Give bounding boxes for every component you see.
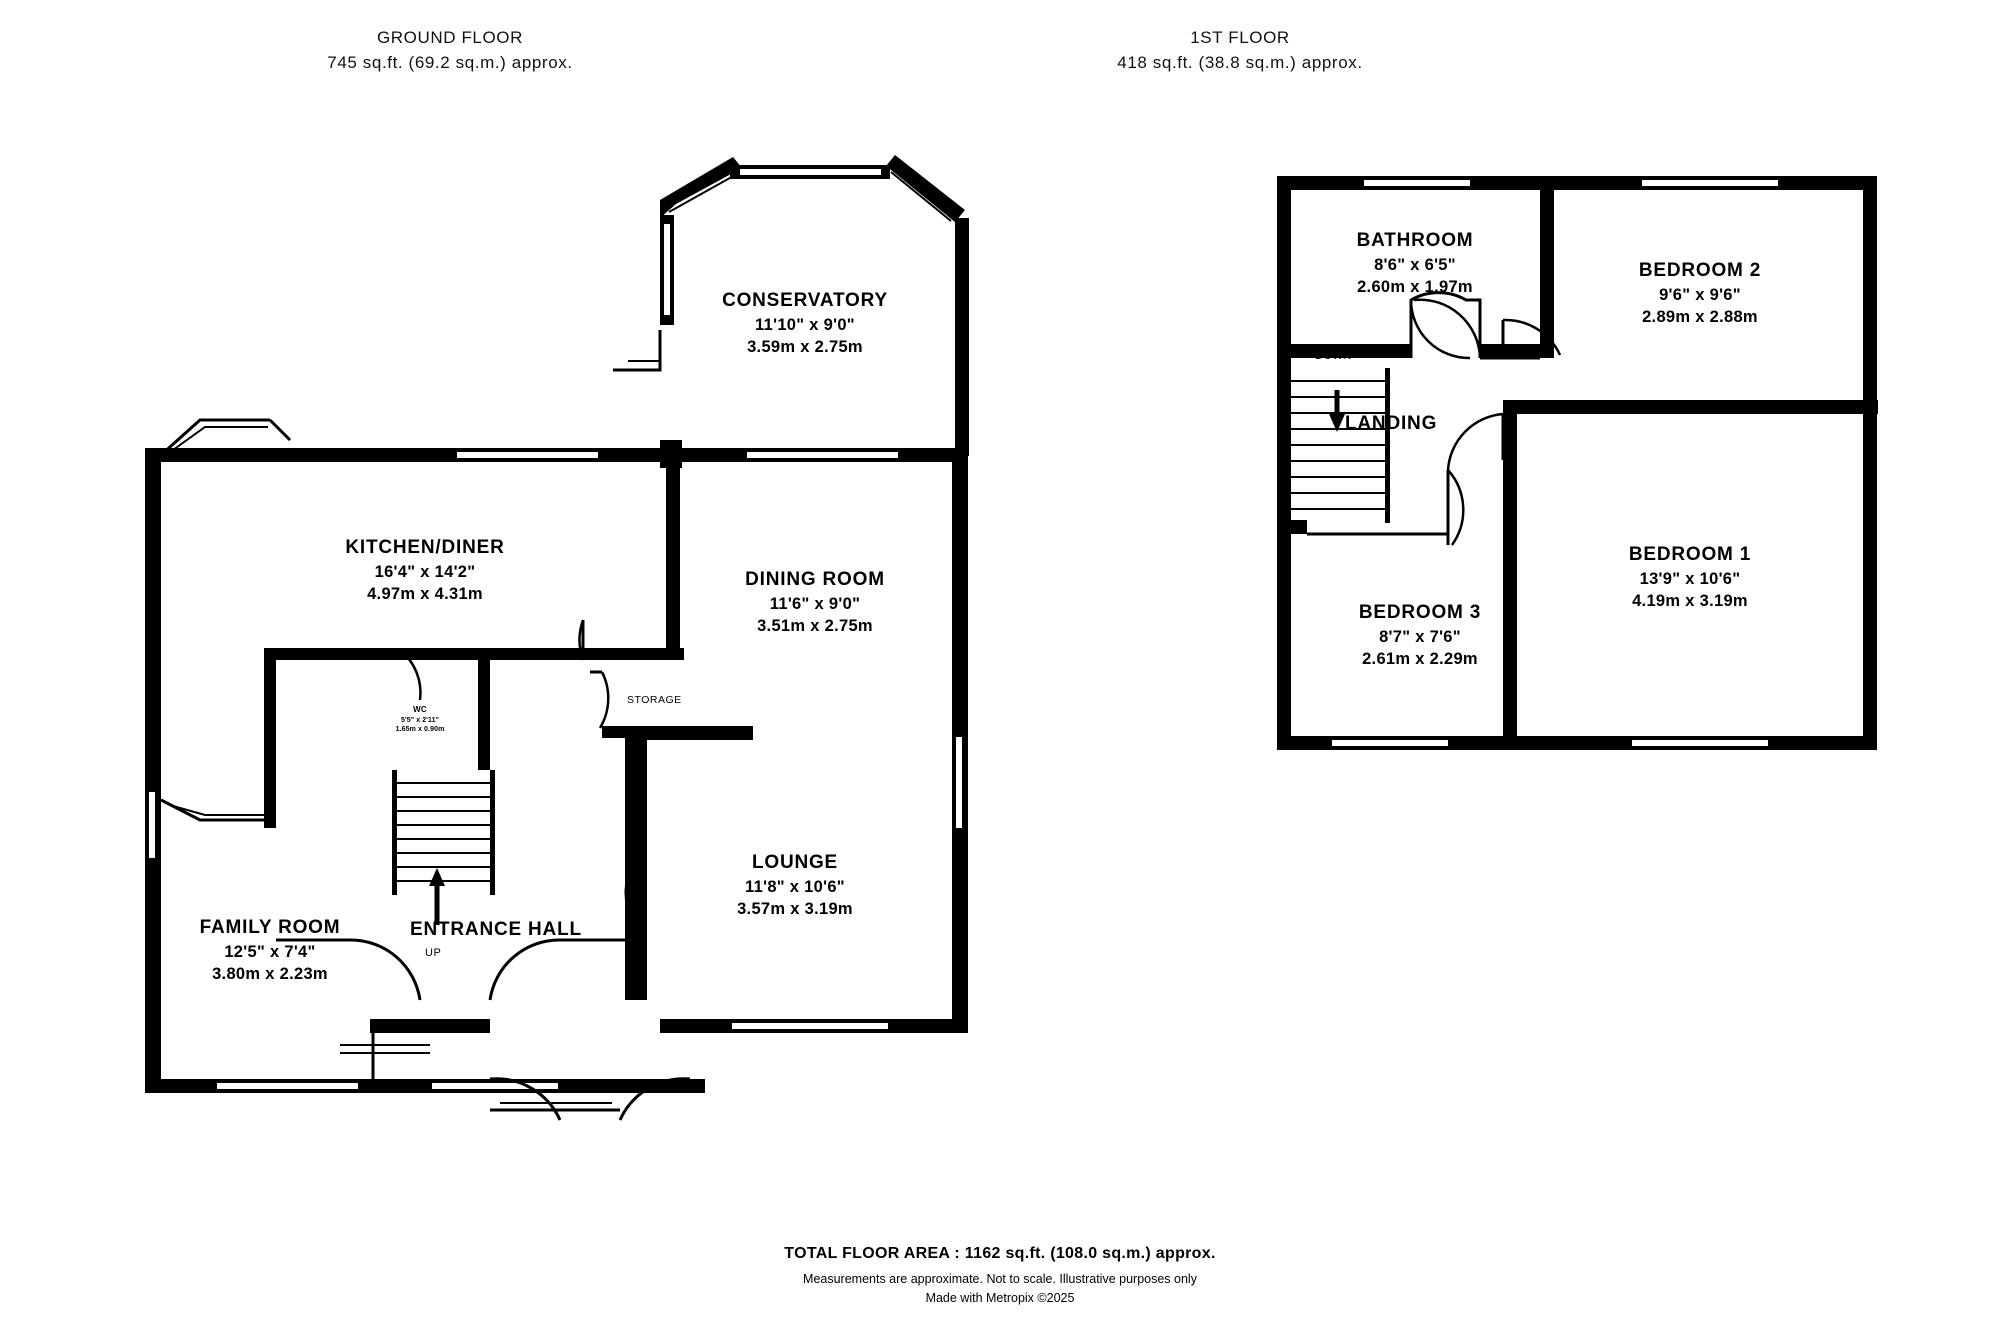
room-dim-metric: 2.89m x 2.88m	[1642, 308, 1758, 327]
ground-floor-title	[300, 26, 600, 75]
first-floor-area-text: 418 sq.ft. (38.8 sq.m.) approx.	[1117, 52, 1363, 72]
room-dim-imperial: 12'5" x 7'4"	[224, 942, 316, 961]
room-dim-metric: 3.57m x 3.19m	[737, 900, 853, 919]
wall-bathroom-bottom-right	[1480, 344, 1554, 358]
room-dim-imperial: 8'7" x 7'6"	[1379, 627, 1461, 646]
total-floor-area: TOTAL FLOOR AREA : 1162 sq.ft. (108.0 sq.m.) approx.	[784, 1245, 1216, 1262]
wall-first-right	[1863, 176, 1877, 750]
wall-bedroom1-top	[1503, 400, 1878, 414]
room-dim-metric: 4.97m x 4.31m	[367, 585, 483, 604]
room-name: BEDROOM 3	[1358, 602, 1482, 623]
window-family-room-bottom	[215, 1081, 360, 1091]
room-label-bedroom-2	[1560, 258, 1840, 329]
room-dim-metric: 2.60m x 1.97m	[1357, 278, 1473, 297]
window-bedroom2-top	[1640, 178, 1780, 188]
room-dim-imperial: 13'9" x 10'6"	[1639, 569, 1741, 588]
wall-bedroom3-top	[1277, 520, 1307, 534]
first-floor-title	[1090, 26, 1390, 75]
wall-ground-left-upper	[145, 448, 161, 788]
room-name: BEDROOM 2	[1638, 260, 1762, 281]
room-name: KITCHEN/DINER	[345, 537, 505, 558]
room-label-dining-room	[670, 567, 960, 638]
window-conservatory-top	[738, 167, 883, 177]
wall-bedroom1-left	[1503, 400, 1517, 750]
label-storage: STORAGE	[627, 694, 682, 706]
wall-hall-top	[264, 648, 684, 660]
wall-hall-bottom-right	[660, 1019, 690, 1033]
window-lounge-right	[954, 735, 964, 830]
window-hall-bottom	[430, 1081, 560, 1091]
room-name: FAMILY ROOM	[199, 917, 341, 938]
room-dim-metric: 1.65m x 0.90m	[395, 726, 445, 734]
room-dim-imperial: 11'10" x 9'0"	[755, 315, 855, 334]
room-dim-imperial: 11'6" x 9'0"	[769, 594, 861, 613]
wall-hall-left	[264, 648, 276, 828]
room-label-bathroom	[1275, 228, 1555, 299]
room-name: DINING ROOM	[745, 569, 885, 590]
wall-hall-bottom-left	[370, 1019, 490, 1033]
room-dim-metric: 3.80m x 2.23m	[212, 965, 328, 984]
room-dim-metric: 4.19m x 3.19m	[1632, 592, 1748, 611]
label-entrance-hall: ENTRANCE HALL	[410, 919, 582, 940]
room-dim-metric: 2.61m x 2.29m	[1362, 650, 1478, 669]
room-name: CONSERVATORY	[722, 290, 888, 311]
label-landing: LANDING	[1345, 413, 1438, 434]
wall-hall-right	[625, 738, 637, 1000]
room-name: WC	[413, 705, 427, 714]
room-dim-imperial: 8'6" x 6'5"	[1374, 255, 1456, 274]
room-dim-imperial: 16'4" x 14'2"	[374, 562, 476, 581]
room-name: BATHROOM	[1356, 230, 1474, 251]
window-kitchen-rear	[455, 450, 600, 460]
wall-storage-bottom	[602, 726, 662, 738]
room-label-bedroom-3	[1280, 600, 1560, 671]
first-floor-title-text: 1ST FLOOR	[1190, 28, 1290, 47]
window-bedroom3-bottom	[1330, 738, 1450, 748]
ground-floor-title-text: GROUND FLOOR	[376, 28, 524, 47]
room-dim-imperial: 9'6" x 9'6"	[1659, 285, 1741, 304]
window-family-room-left	[147, 790, 157, 860]
disclaimer-text: Measurements are approximate. Not to scale. Illustrative purposes only	[803, 1272, 1197, 1286]
room-dim-metric: 3.59m x 2.75m	[747, 338, 863, 357]
window-dining-rear	[745, 450, 900, 460]
footer	[0, 1245, 2000, 1308]
window-bedroom1-bottom	[1630, 738, 1770, 748]
window-lounge-bottom	[730, 1021, 890, 1031]
window-bathroom-top	[1362, 178, 1472, 188]
label-up: UP	[425, 947, 442, 959]
room-label-conservatory	[650, 288, 960, 359]
room-dim-metric: 3.51m x 2.75m	[757, 617, 873, 636]
room-name: LOUNGE	[751, 852, 839, 873]
room-label-kitchen-diner	[270, 535, 580, 606]
room-dim-imperial: 5'5" x 2'11"	[400, 716, 440, 724]
room-label-bedroom-1	[1550, 542, 1830, 613]
room-label-lounge	[650, 850, 940, 921]
room-dim-imperial: 11'8" x 10'6"	[745, 877, 845, 896]
credit-text: Made with Metropix ©2025	[925, 1290, 1075, 1305]
ground-floor-area-text: 745 sq.ft. (69.2 sq.m.) approx.	[327, 52, 573, 72]
label-down: DOWN	[1315, 350, 1352, 362]
room-name: BEDROOM 1	[1628, 544, 1752, 565]
room-label-family-room	[125, 915, 415, 986]
room-label-wc	[360, 705, 480, 735]
